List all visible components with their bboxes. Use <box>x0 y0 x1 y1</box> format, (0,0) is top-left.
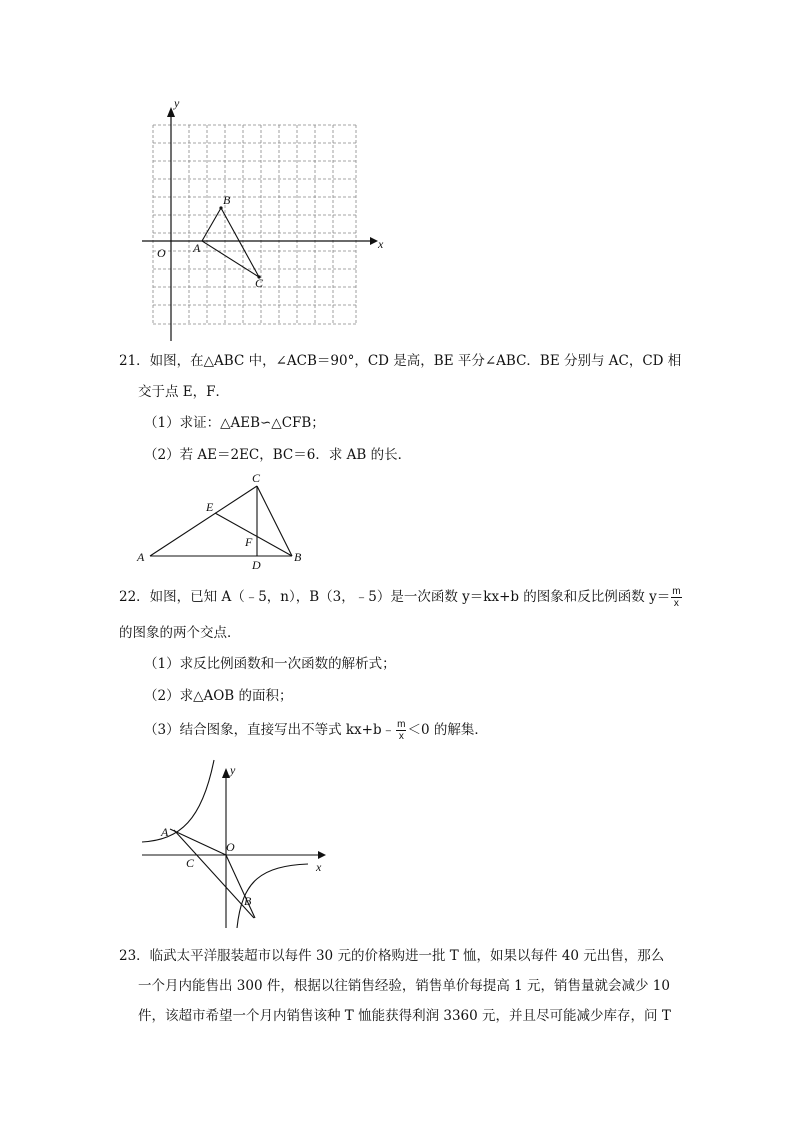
point-b-label: B <box>223 193 231 207</box>
x-axis-label: x <box>316 860 322 874</box>
point-a-label: A <box>193 241 201 255</box>
grid-figure <box>130 95 400 345</box>
q23-line1: 23．临武太平洋服装超市以每件 30 元的价格购进一批 T 恤，如果以每件 40 元出售，那么 <box>119 948 665 964</box>
point-b-label: B <box>244 894 252 908</box>
point-e-label: E <box>206 500 214 514</box>
x-axis-label: x <box>378 237 384 251</box>
point-f-label: F <box>245 535 253 549</box>
fraction-m-over-x: $\frac{m}{x}$ <box>672 586 681 609</box>
y-axis-label: y <box>230 763 236 777</box>
q21-stem-line2: 交于点 E，F． <box>138 384 230 400</box>
origin-label: O <box>157 246 166 260</box>
q21-stem-line1: 21．如图，在△ABC 中，∠ACB＝90°，CD 是高，BE 平分∠ABC．BE 分别与 AC，CD 相 <box>119 353 682 369</box>
q21-part1: （1）求证：△AEB∽△CFB； <box>144 415 325 431</box>
q22-stem-text: 22．如图，已知 A（﹣5，n），B（3，﹣5）是一次函数 y＝kx+b 的图象和反比例函数 y＝ <box>119 589 671 605</box>
point-c-label: C <box>252 471 261 485</box>
q22-part2: （2）求△AOB 的面积； <box>144 688 293 704</box>
q22-stem-line2: 的图象的两个交点． <box>119 625 241 641</box>
origin-label: O <box>226 840 235 854</box>
q22-stem-line1 <box>119 586 683 609</box>
function-graph-figure <box>140 758 340 933</box>
point-a-label: A <box>137 550 145 564</box>
axes <box>142 107 378 341</box>
y-axis-label: y <box>174 96 180 110</box>
point-b-label: B <box>294 550 302 564</box>
q23-line2: 一个月内能售出 300 件，根据以往销售经验，销售单价每提高 1 元，销售量就会减少 10 <box>138 978 670 994</box>
dashed-grid <box>153 125 356 324</box>
point-c-label: C <box>255 276 264 290</box>
point-c-label: C <box>186 856 195 870</box>
point-a-label: A <box>161 825 169 839</box>
q21-part2: （2）若 AE＝2EC，BC＝6．求 AB 的长． <box>144 447 412 463</box>
q23-line3: 件，该超市希望一个月内销售该种 T 恤能获得利润 3360 元，并且尽可能减少库存，问 T <box>138 1008 671 1024</box>
fraction-m-over-x: $\frac{m}{x}$ <box>397 719 406 742</box>
q22-part3: （3）结合图象，直接写出不等式 kx+b﹣ $\frac{m}{x}$ ＜0 的解集． <box>144 719 488 742</box>
q22-part1: （1）求反比例函数和一次函数的解析式； <box>144 656 396 672</box>
triangle-figure <box>130 468 320 573</box>
triangle-abc <box>202 208 259 277</box>
point-d-label: D <box>252 558 261 572</box>
